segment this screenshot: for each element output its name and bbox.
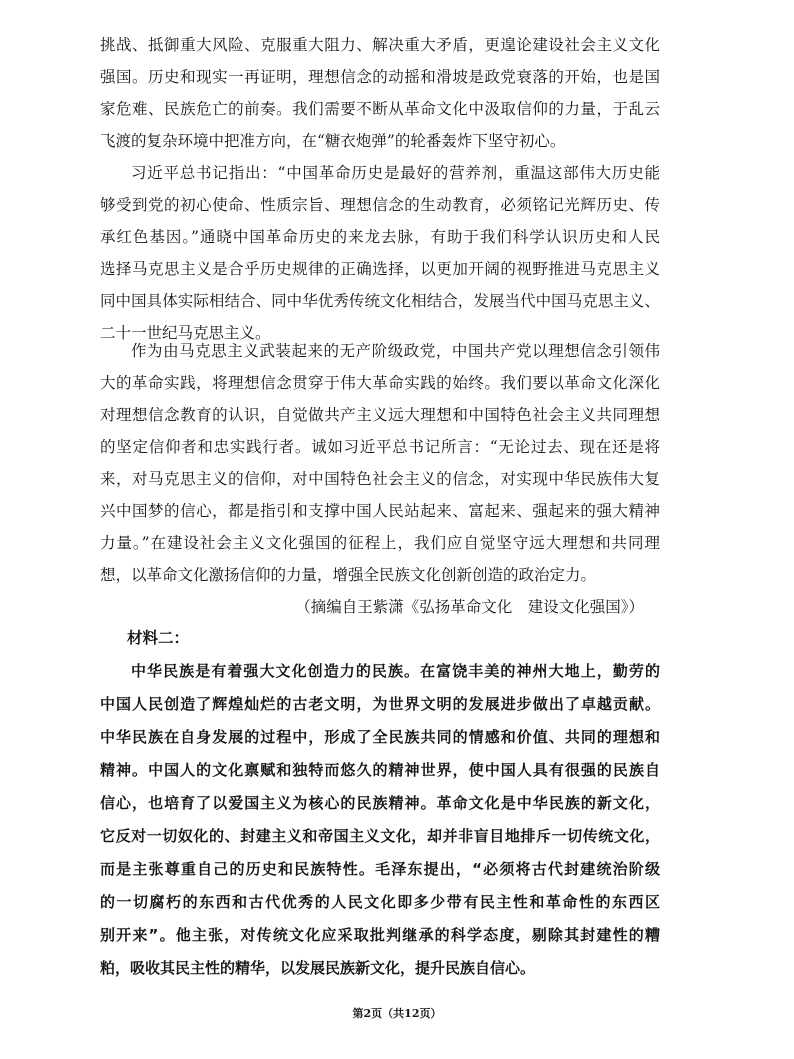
text-line: 信心，也培育了以爱国主义为核心的民族精神。革命文化是中华民族的新文化， [100,794,660,812]
text-line: 它反对一切奴化的、封建主义和帝国主义文化，却并非盲目地排斥一切传统文化， [100,827,660,845]
material-two-heading: 材料二： [127,629,190,647]
text-line: 的一切腐朽的东西和古代优秀的人民文化即多少带有民主性和革命性的东西区 [100,893,660,911]
text-line: 而是主张尊重自己的历史和民族特性。毛泽东提出，“必须将古代封建统治阶级 [100,860,660,878]
text-line: 飞渡的复杂环境中把准方向，在“糖衣炮弹”的轮番轰炸下坚守初心。 [100,132,566,150]
text-line: 习近平总书记指出：“中国革命历史是最好的营养剂，重温这部伟大历史能 [131,164,660,182]
source-citation: （摘编自王紫潇《弘扬革命文化 建设文化强国》） [295,598,644,616]
text-line: 中华民族是有着强大文化创造力的民族。在富饶丰美的神州大地上，勤劳的 [131,662,660,680]
text-line: 兴中国梦的信心，都是指引和支撑中国人民站起来、富起来、强起来的强大精神 [100,502,660,520]
text-line: 家危难、民族危亡的前奏。我们需要不断从革命文化中汲取信仰的力量，于乱云 [100,100,660,118]
paragraph-xi-quote [100,157,660,349]
text-line: 够受到党的初心使命、性质宗旨、理想信念的生动教育，必须铭记光辉历史、传 [100,196,660,214]
page-footer: 第2页（共12页） [352,1007,442,1020]
text-line: 中国人民创造了辉煌灿烂的古老文明，为世界文明的发展进步做出了卓越贡献。 [100,695,660,713]
paragraph-continuation [100,29,660,157]
text-line: 作为由马克思主义武装起来的无产阶级政党，中国共产党以理想信念引领伟 [131,342,660,360]
text-line: 精神。中国人的文化禀赋和独特而悠久的精神世界，使中国人具有很强的民族自 [100,761,660,779]
text-line: 大的革命实践，将理想信念贯穿于伟大革命实践的始终。我们要以革命文化深化 [100,374,660,392]
paragraph-party [100,335,660,591]
text-line: 来，对马克思主义的信仰，对中国特色社会主义的信念，对实现中华民族伟大复 [100,470,660,488]
text-line: 别开来”。他主张，对传统文化应采取批判继承的科学态度，剔除其封建性的糟 [100,926,660,944]
text-line: 对理想信念教育的认识，自觉做共产主义远大理想和中国特色社会主义共同理想 [100,406,660,424]
text-line: 想，以革命文化激扬信仰的力量，增强全民族文化创新创造的政治定力。 [100,566,597,584]
text-line: 强国。历史和现实一再证明，理想信念的动摇和滑坡是政党衰落的开始，也是国 [100,68,660,86]
text-line: 二十一世纪马克思主义。 [100,324,271,342]
text-line: 粕，吸收其民主性的精华，以发展民族新文化，提升民族自信心。 [100,959,536,977]
text-line: 承红色基因。”通晓中国革命历史的来龙去脉，有助于我们科学认识历史和人民 [100,228,660,246]
text-line: 中华民族在自身发展的过程中，形成了全民族共同的情感和价值、共同的理想和 [100,728,660,746]
text-line: 选择马克思主义是合乎历史规律的正确选择，以更加开阔的视野推进马克思主义 [100,260,660,278]
text-line: 的坚定信仰者和忠实践行者。诚如习近平总书记所言：“无论过去、现在还是将 [100,438,660,456]
text-line: 力量。”在建设社会主义文化强国的征程上，我们应自觉坚守远大理想和共同理 [100,534,660,552]
text-line: 同中国具体实际相结合、同中华优秀传统文化相结合，发展当代中国马克思主义、 [100,292,660,310]
material-two-body [100,655,660,985]
text-line: 挑战、抵御重大风险、克服重大阻力、解决重大矛盾，更遑论建设社会主义文化 [100,36,660,54]
